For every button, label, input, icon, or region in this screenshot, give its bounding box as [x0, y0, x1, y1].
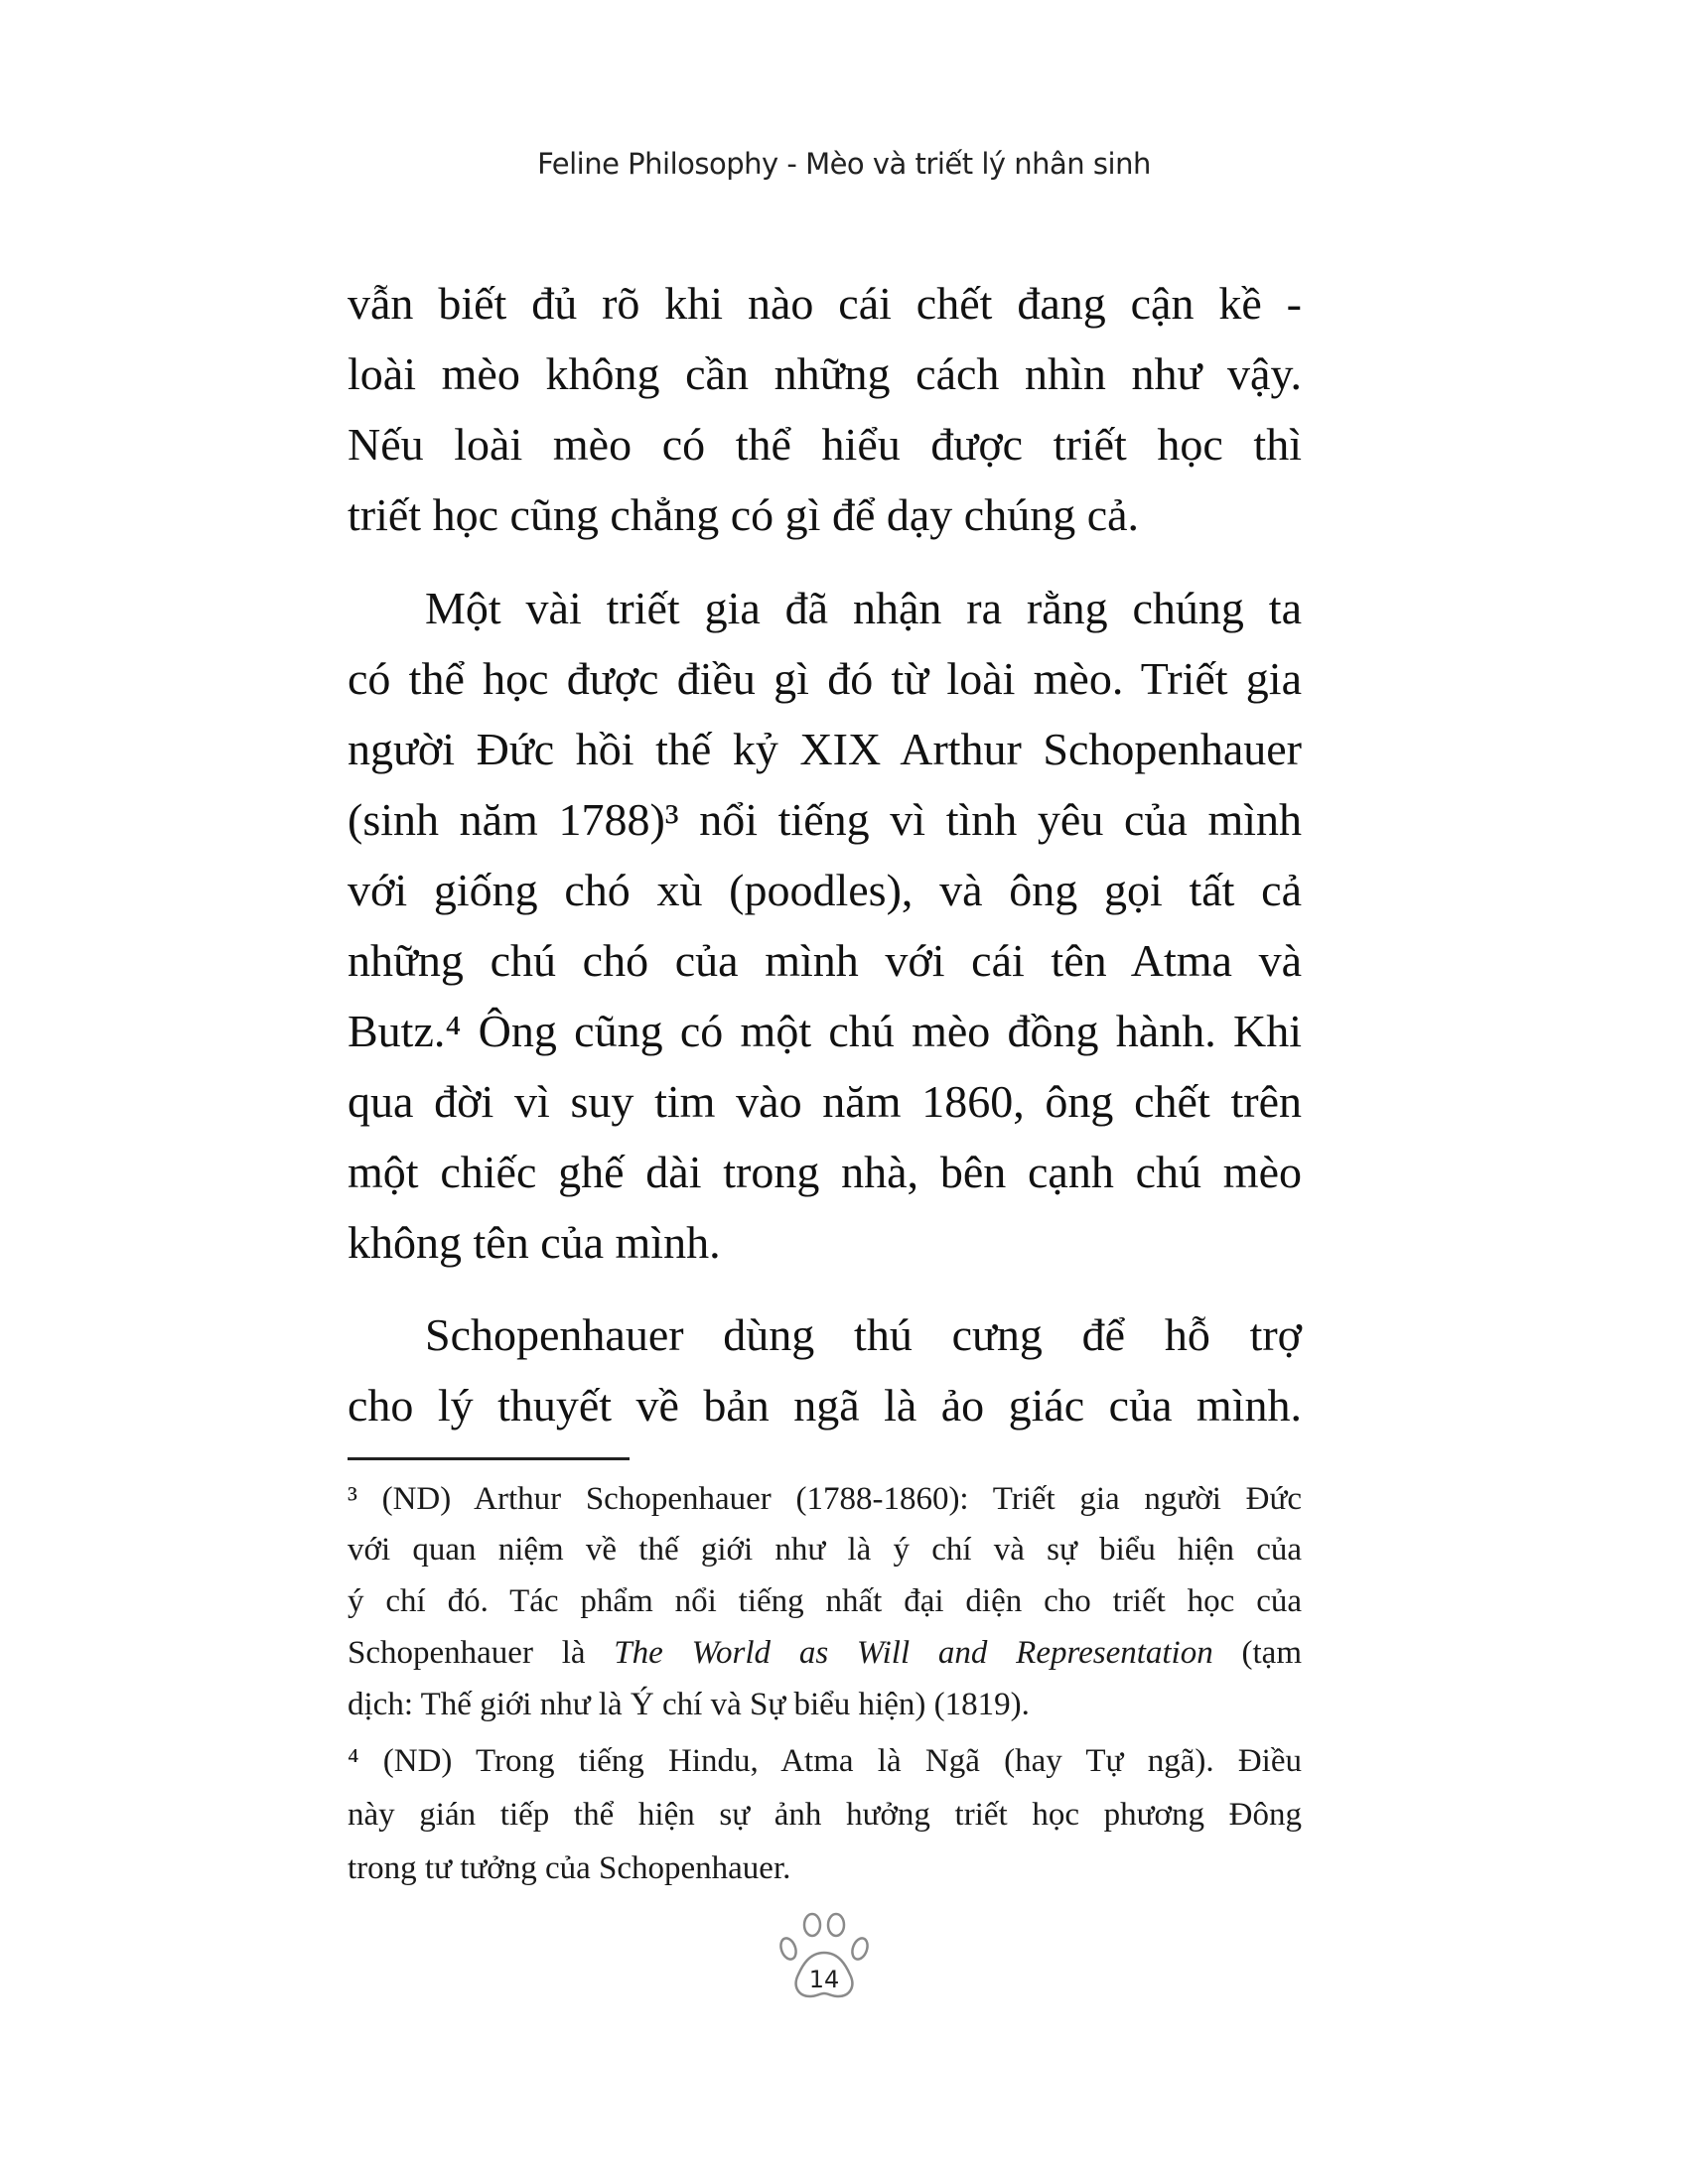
running-header: Feline Philosophy - Mèo và triết lý nhân sinh — [537, 147, 1151, 181]
page-number: 14 — [808, 1966, 840, 1993]
footnote-line: ³ (ND) Arthur Schopenhauer (1788-1860): Triết gia người Đức — [348, 1481, 1302, 1517]
footnote-separator — [348, 1457, 630, 1460]
footnote-line: này gián tiếp thể hiện sự ảnh hưởng triết học phương Đông — [348, 1797, 1302, 1833]
body-line: một chiếc ghế dài trong nhà, bên cạnh chú mèo — [348, 1147, 1302, 1197]
footnote-text: (tạm — [1212, 1635, 1302, 1671]
footnote-line: ⁴ (ND) Trong tiếng Hindu, Atma là Ngã (hay Tự ngã). Điều — [348, 1743, 1302, 1779]
footnote-line: ý chí đó. Tác phẩm nổi tiếng nhất đại diện cho triết học của — [348, 1583, 1302, 1619]
body-line: không tên của mình. — [348, 1217, 721, 1268]
body-line: với giống chó xù (poodles), và ông gọi tất cả — [348, 865, 1302, 915]
body-line: Nếu loài mèo có thể hiểu được triết học thì — [348, 419, 1302, 470]
footnote-line: với quan niệm về thế giới như là ý chí và sự biểu hiện của — [348, 1532, 1302, 1568]
footnote-line: dịch: Thế giới như là Ý chí và Sự biểu hiện) (1819). — [348, 1687, 1030, 1722]
body-line: có thể học được điều gì đó từ loài mèo. Triết gia — [348, 653, 1302, 704]
body-line: cho lý thuyết về bản ngã là ảo giác của mình. — [348, 1380, 1302, 1431]
footnote-line — [348, 1631, 1302, 1675]
footnote-text: Schopenhauer là — [348, 1635, 615, 1671]
book-title: The World as Will and Representation — [614, 1635, 1213, 1671]
body-line: Butz.⁴ Ông cũng có một chú mèo đồng hành. Khi — [348, 1006, 1302, 1056]
body-line: triết học cũng chẳng có gì để dạy chúng cả. — [348, 489, 1140, 540]
body-line: qua đời vì suy tim vào năm 1860, ông chết trên — [348, 1076, 1302, 1127]
body-line: những chú chó của mình với cái tên Atma và — [348, 935, 1302, 986]
body-line: Schopenhauer dùng thú cưng để hỗ trợ — [425, 1309, 1302, 1360]
body-line: vẫn biết đủ rõ khi nào cái chết đang cận kề - — [348, 278, 1302, 329]
body-line: Một vài triết gia đã nhận ra rằng chúng ta — [425, 583, 1302, 633]
body-line: (sinh năm 1788)³ nổi tiếng vì tình yêu của mình — [348, 794, 1302, 845]
body-line: loài mèo không cần những cách nhìn như vậy. — [348, 348, 1302, 399]
body-line: người Đức hồi thế kỷ XIX Arthur Schopenhauer — [348, 724, 1302, 774]
footnote-line: trong tư tưởng của Schopenhauer. — [348, 1850, 791, 1886]
